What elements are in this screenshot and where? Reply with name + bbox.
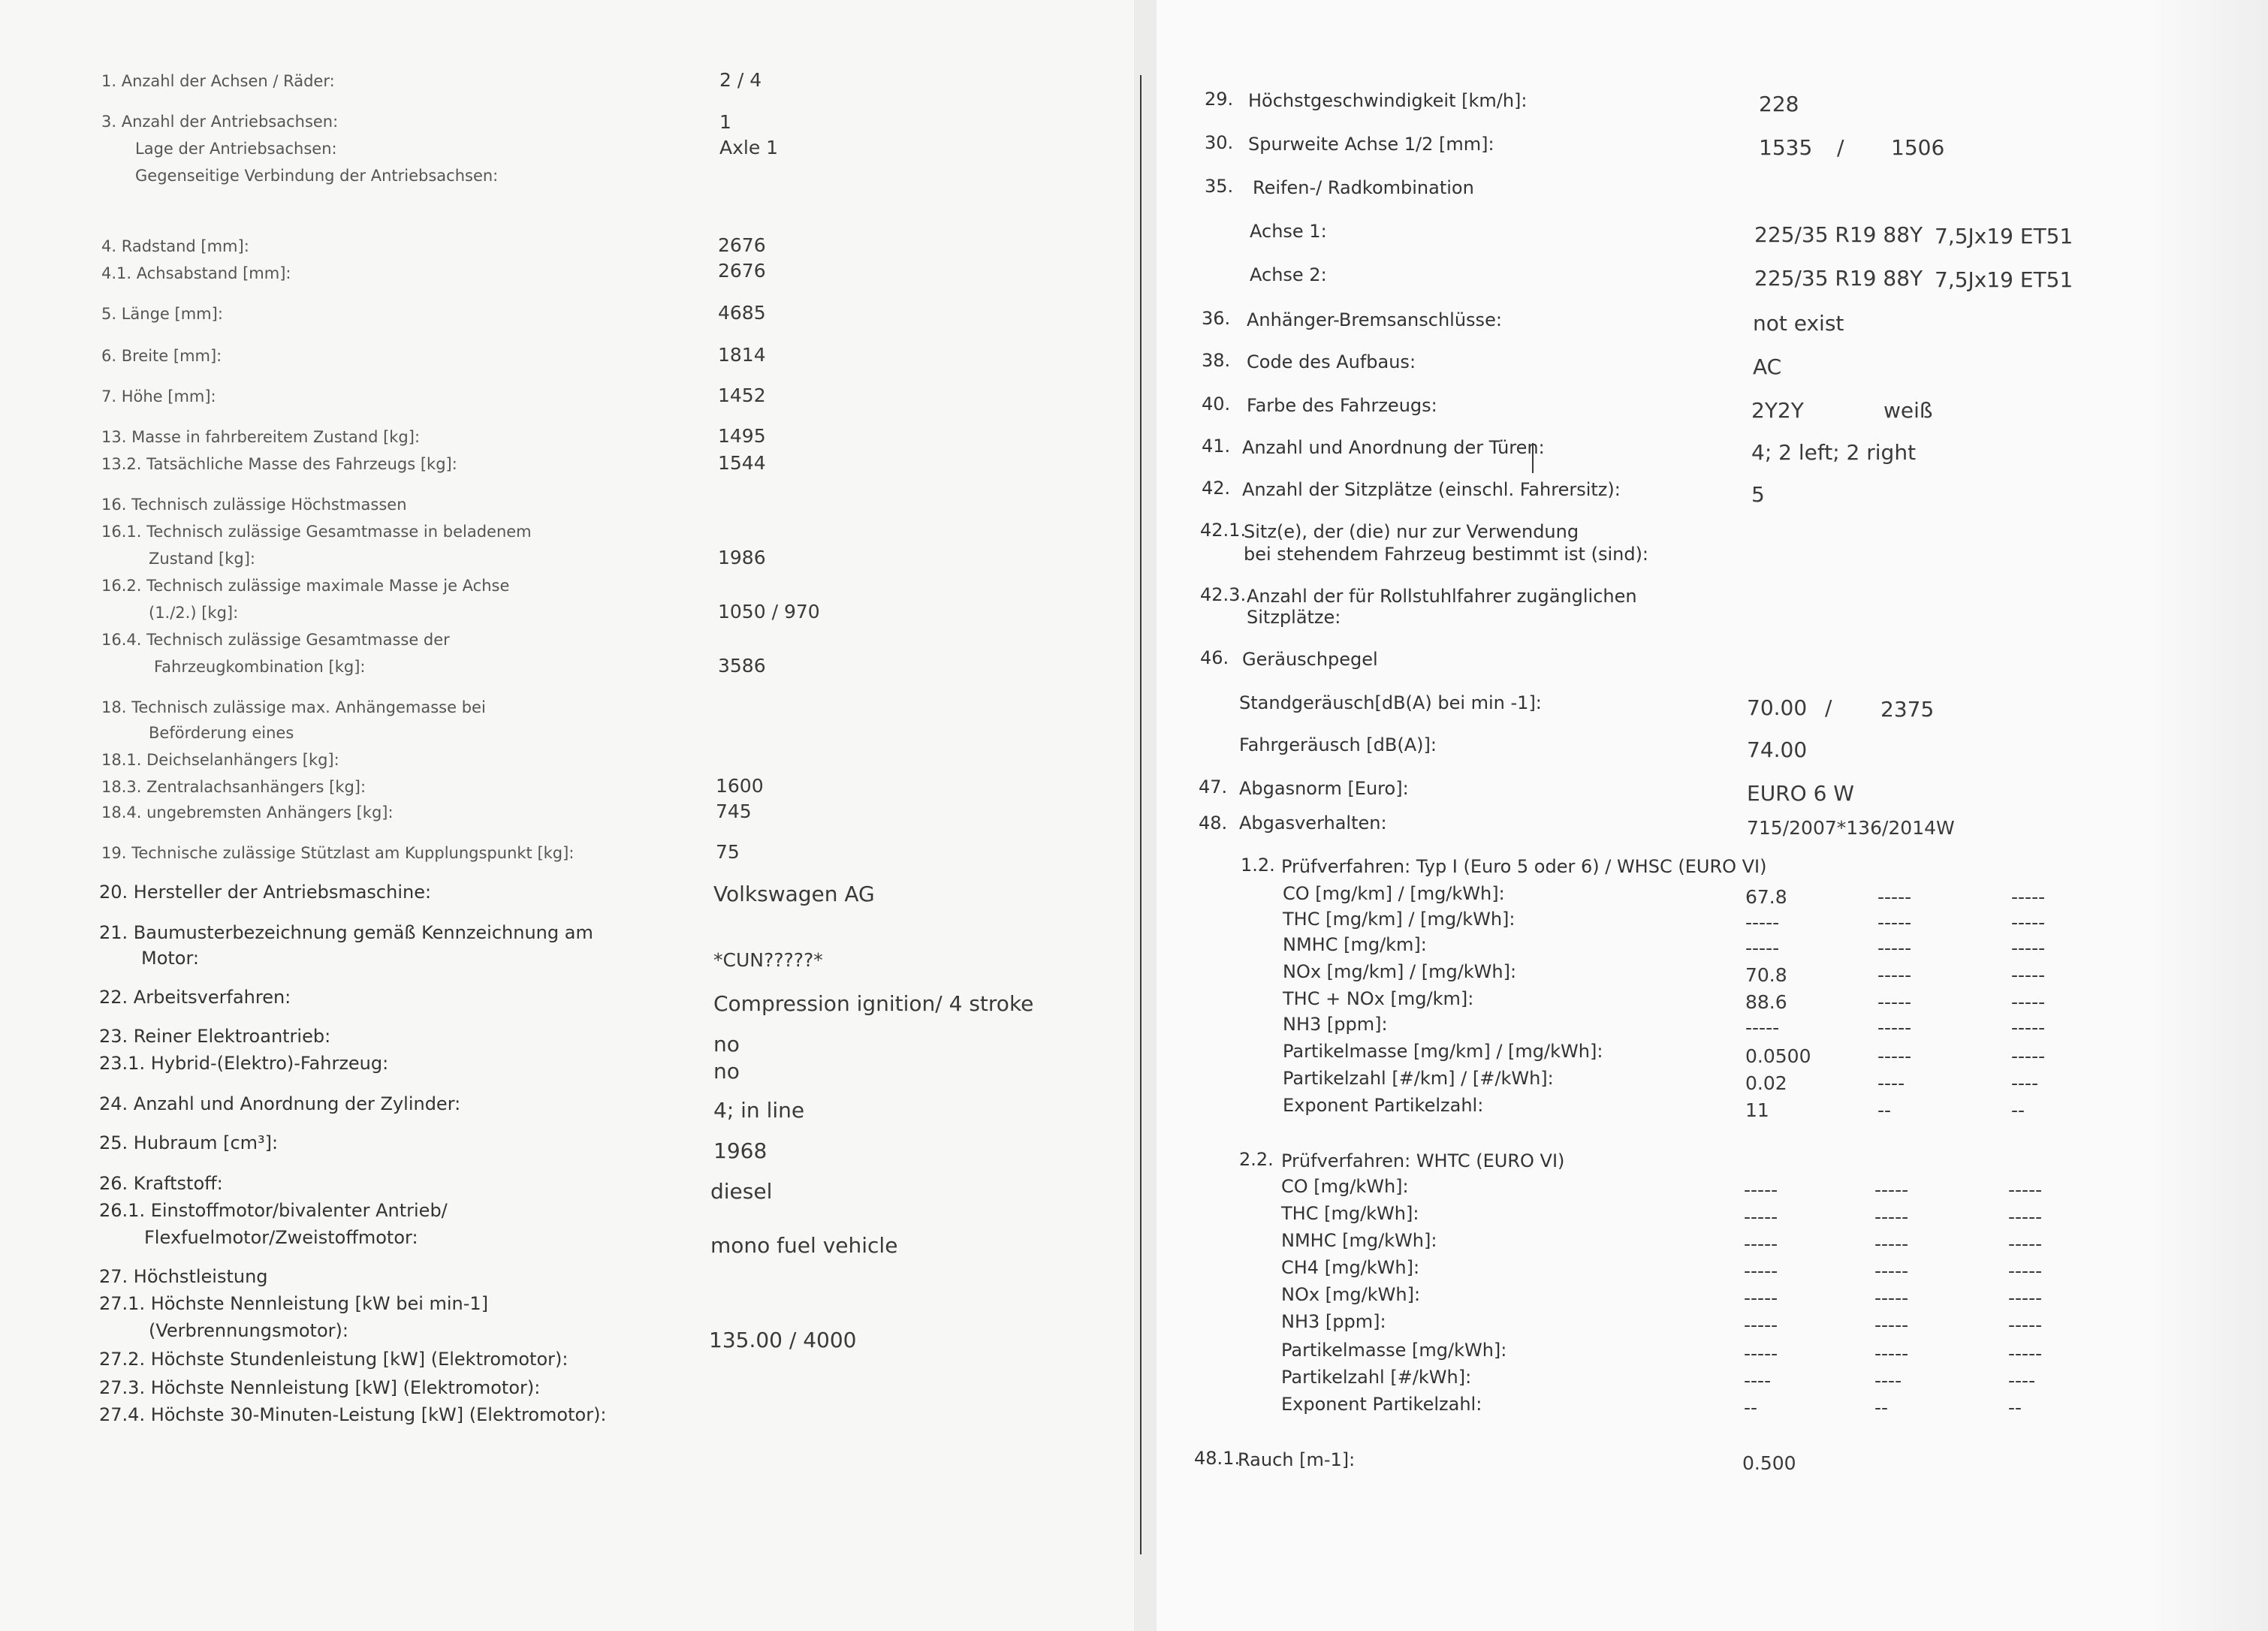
field-25-value: 1968 (713, 1138, 768, 1163)
field-13-label: 13. Masse in fahrbereitem Zustand [kg]: (101, 428, 421, 446)
field-23-1-label: 23.1. Hybrid-(Elektro)-Fahrzeug: (99, 1053, 389, 1074)
field-18-1-label: 18.1. Deichselanhängers [kg]: (101, 751, 339, 769)
emission-row-c1: 0.02 (1745, 1072, 1787, 1094)
emission-row-c2: ---- (1877, 1072, 1905, 1094)
field-27-3-label: 27.3. Höchste Nennleistung [kW] (Elektromotor): (99, 1377, 541, 1398)
whtc-row-c2: ---- (1874, 1370, 1902, 1391)
whtc-row-c1: ----- (1744, 1260, 1778, 1282)
emission-row-c2: ----- (1877, 1017, 1912, 1039)
field-48-1-value: 0.500 (1742, 1452, 1796, 1474)
emission-row-c3: ----- (2011, 937, 2046, 959)
emission-row-label: NOx [mg/km] / [mg/kWh]: (1283, 961, 1517, 982)
field-48-num: 48. (1199, 812, 1228, 834)
whtc-row-label: CH4 [mg/kWh]: (1281, 1257, 1420, 1278)
field-36-num: 36. (1202, 308, 1231, 329)
whtc-row-c1: ----- (1744, 1233, 1778, 1255)
emission-row-c3: ----- (2011, 1045, 2046, 1067)
emission-row-label: Partikelzahl [#/km] / [#/kWh]: (1283, 1068, 1554, 1089)
axle-2-rim: 7,5Jx19 ET51 (1935, 267, 2073, 292)
field-16-2-cont: (1./2.) [kg]: (149, 604, 239, 622)
field-42-1-label: Sitz(e), der (die) nur zur Verwendung (1244, 521, 1579, 542)
emission-row-c1: ----- (1745, 912, 1780, 933)
field-27-2-label: 27.2. Höchste Stundenleistung [kW] (Elektromotor): (99, 1349, 569, 1370)
field-42-3-cont: Sitzplätze: (1247, 607, 1341, 628)
whtc-row-c1: ----- (1744, 1314, 1778, 1336)
field-48-value: 715/2007*136/2014W (1747, 817, 1955, 839)
field-38-num: 38. (1202, 350, 1231, 371)
field-26-1-label: 26.1. Einstoffmotor/bivalenter Antrieb/ (99, 1200, 448, 1221)
emission-row-c2: ----- (1877, 1045, 1912, 1067)
emission-row-c2: -- (1877, 1099, 1892, 1121)
emission-row-c2: ----- (1877, 912, 1912, 933)
field-30-value-2: 1506 (1891, 135, 1945, 160)
field-18-4-value: 745 (716, 800, 752, 822)
whtc-row-c1: ---- (1744, 1370, 1772, 1391)
field-22-value: Compression ignition/ 4 stroke (713, 991, 1034, 1016)
field-21-cont: Motor: (141, 948, 200, 969)
field-47-num: 47. (1199, 776, 1228, 797)
field-16-1-value: 1986 (718, 547, 766, 568)
emission-row-c1: 88.6 (1745, 991, 1787, 1013)
field-7-label: 7. Höhe [mm]: (101, 387, 216, 405)
field-1-label: 1. Anzahl der Achsen / Räder: (101, 72, 335, 90)
emission-row-c1: 67.8 (1745, 886, 1787, 908)
field-3a-label: Lage der Antriebsachsen: (135, 140, 337, 158)
field-42-1-num: 42.1. (1200, 520, 1247, 541)
emission-row-label: THC [mg/km] / [mg/kWh]: (1283, 909, 1516, 930)
emission-row-label: Partikelmasse [mg/km] / [mg/kWh]: (1283, 1041, 1603, 1062)
emission-row-label: NMHC [mg/km]: (1283, 934, 1427, 955)
stand-noise-value-2: 2375 (1880, 697, 1935, 722)
field-26-1-cont: Flexfuelmotor/Zweistoffmotor: (144, 1227, 418, 1248)
field-16-1-label: 16.1. Technisch zulässige Gesamtmasse in beladenem (101, 523, 532, 541)
field-27-1-value: 135.00 / 4000 (709, 1328, 857, 1352)
field-27-1-cont: (Verbrennungsmotor): (149, 1320, 348, 1341)
field-5-label: 5. Länge [mm]: (101, 305, 223, 323)
whtc-row-c3: ----- (2008, 1179, 2043, 1201)
field-13-2-label: 13.2. Tatsächliche Masse des Fahrzeugs [kg]: (101, 455, 457, 473)
section-1-2-label: Prüfverfahren: Typ I (Euro 5 oder 6) / WHSC (EURO VI) (1281, 856, 1767, 877)
emission-row-label: Exponent Partikelzahl: (1283, 1095, 1484, 1116)
emission-row-c3: ----- (2011, 912, 2046, 933)
field-16-4-label: 16.4. Technisch zulässige Gesamtmasse der (101, 631, 450, 649)
field-24-label: 24. Anzahl und Anordnung der Zylinder: (99, 1093, 461, 1114)
field-41-label: Anzahl und Anordnung der Türen: (1242, 437, 1545, 458)
field-23-1-value: no (713, 1059, 740, 1084)
field-29-label: Höchstgeschwindigkeit [km/h]: (1248, 90, 1528, 111)
field-13-2-value: 1544 (718, 452, 766, 474)
field-35-num: 35. (1205, 176, 1234, 197)
field-20-label: 20. Hersteller der Antriebsmaschine: (99, 882, 432, 903)
field-3b-label: Gegenseitige Verbindung der Antriebsachsen: (135, 167, 499, 185)
stand-noise-label: Standgeräusch[dB(A) bei min -1]: (1239, 692, 1542, 713)
emission-row-c2: ----- (1877, 991, 1912, 1013)
paper-shadow (2148, 0, 2268, 1631)
emission-row-c2: ----- (1877, 937, 1912, 959)
field-42-num: 42. (1202, 478, 1231, 499)
field-46-num: 46. (1200, 647, 1229, 668)
whtc-row-c3: -- (2008, 1397, 2022, 1418)
field-21-value: *CUN?????* (713, 949, 823, 971)
field-41-num: 41. (1202, 436, 1231, 457)
field-21-label: 21. Baumusterbezeichnung gemäß Kennzeichnung am (99, 922, 593, 943)
field-20-value: Volkswagen AG (713, 882, 875, 906)
field-41-value: 4; 2 left; 2 right (1751, 440, 1917, 465)
axle-1-tire: 225/35 R19 88Y (1754, 222, 1923, 247)
field-47-label: Abgasnorm [Euro]: (1239, 778, 1409, 799)
whtc-row-label: THC [mg/kWh]: (1281, 1203, 1419, 1224)
emission-row-c3: -- (2011, 1099, 2025, 1121)
whtc-row-c3: ----- (2008, 1314, 2043, 1336)
field-3-value: 1 (719, 111, 731, 133)
emission-row-c3: ---- (2011, 1072, 2039, 1094)
field-24-value: 4; in line (713, 1098, 805, 1123)
field-3a-value: Axle 1 (719, 137, 779, 158)
field-40-label: Farbe des Fahrzeugs: (1247, 395, 1437, 416)
field-29-num: 29. (1205, 89, 1234, 110)
emission-row-c1: 70.8 (1745, 964, 1787, 986)
field-3-label: 3. Anzahl der Antriebsachsen: (101, 113, 339, 131)
emission-row-label: CO [mg/km] / [mg/kWh]: (1283, 883, 1505, 904)
field-36-label: Anhänger-Bremsanschlüsse: (1247, 309, 1502, 330)
field-26-label: 26. Kraftstoff: (99, 1173, 223, 1194)
whtc-row-c1: -- (1744, 1397, 1758, 1418)
field-30-value-1: 1535 (1759, 135, 1813, 160)
field-16-4-value: 3586 (718, 655, 766, 677)
whtc-row-c3: ----- (2008, 1343, 2043, 1364)
field-27-4-label: 27.4. Höchste 30-Minuten-Leistung [kW] (Elektromotor): (99, 1404, 607, 1425)
whtc-row-c2: ----- (1874, 1179, 1909, 1201)
field-46-label: Geräuschpegel (1242, 649, 1378, 670)
drive-noise-value: 74.00 (1747, 737, 1808, 762)
field-42-value: 5 (1751, 482, 1765, 507)
whtc-row-c2: ----- (1874, 1343, 1909, 1364)
emission-row-c2: ----- (1877, 964, 1912, 986)
field-38-label: Code des Aufbaus: (1247, 351, 1416, 372)
whtc-row-label: NH3 [ppm]: (1281, 1311, 1386, 1332)
field-16-4-cont: Fahrzeugkombination [kg]: (154, 658, 366, 676)
whtc-row-label: NOx [mg/kWh]: (1281, 1284, 1421, 1305)
field-30-label: Spurweite Achse 1/2 [mm]: (1248, 134, 1494, 155)
whtc-row-label: Partikelzahl [#/kWh]: (1281, 1367, 1472, 1388)
field-18-label: 18. Technisch zulässige max. Anhängemasse bei (101, 698, 486, 716)
fold-line (1140, 75, 1142, 1554)
emission-row-c3: ----- (2011, 991, 2046, 1013)
emission-row-label: NH3 [ppm]: (1283, 1014, 1388, 1035)
section-2-2-num: 2.2. (1239, 1149, 1274, 1170)
field-30-num: 30. (1205, 132, 1234, 153)
field-42-3-label: Anzahl der für Rollstuhlfahrer zugänglichen (1247, 586, 1637, 607)
field-23-value: no (713, 1032, 740, 1057)
field-6-value: 1814 (718, 344, 766, 366)
field-19-label: 19. Technische zulässige Stützlast am Kupplungspunkt [kg]: (101, 844, 575, 862)
field-4-1-label: 4.1. Achsabstand [mm]: (101, 264, 291, 282)
whtc-row-c2: ----- (1874, 1206, 1909, 1228)
field-18-4-label: 18.4. ungebremsten Anhängers [kg]: (101, 803, 394, 822)
field-23-label: 23. Reiner Elektroantrieb: (99, 1026, 331, 1047)
whtc-row-c3: ----- (2008, 1260, 2043, 1282)
field-26-1-value: mono fuel vehicle (710, 1233, 898, 1258)
axle-1-label: Achse 1: (1250, 221, 1327, 242)
axle-1-rim: 7,5Jx19 ET51 (1935, 224, 2073, 249)
stand-noise-sep: / (1825, 695, 1832, 720)
whtc-row-c1: ----- (1744, 1179, 1778, 1201)
field-19-value: 75 (716, 841, 740, 863)
field-48-1-num: 48.1. (1194, 1448, 1241, 1469)
field-18-3-label: 18.3. Zentralachsanhängers [kg]: (101, 778, 366, 796)
emission-row-label: THC + NOx [mg/km]: (1283, 988, 1474, 1009)
axle-2-tire: 225/35 R19 88Y (1754, 266, 1923, 291)
whtc-row-c1: ----- (1744, 1206, 1778, 1228)
field-30-sep: / (1837, 135, 1844, 160)
field-18-3-value: 1600 (716, 775, 764, 797)
section-2-2-label: Prüfverfahren: WHTC (EURO VI) (1281, 1150, 1565, 1171)
field-40-num: 40. (1202, 393, 1231, 415)
field-26-value: diesel (710, 1179, 773, 1204)
field-22-label: 22. Arbeitsverfahren: (99, 987, 291, 1008)
whtc-row-c1: ----- (1744, 1287, 1778, 1309)
field-40-code: 2Y2Y (1751, 398, 1804, 423)
field-29-value: 228 (1759, 92, 1799, 116)
drive-noise-label: Fahrgeräusch [dB(A)]: (1239, 734, 1437, 755)
whtc-row-c3: ----- (2008, 1233, 2043, 1255)
emission-row-c1: ----- (1745, 1017, 1780, 1039)
axle-2-label: Achse 2: (1250, 264, 1327, 285)
emission-row-c2: ----- (1877, 886, 1912, 908)
whtc-row-c3: ----- (2008, 1287, 2043, 1309)
whtc-row-label: CO [mg/kWh]: (1281, 1176, 1409, 1197)
field-35-label: Reifen-/ Radkombination (1253, 177, 1474, 198)
whtc-row-label: NMHC [mg/kWh]: (1281, 1230, 1437, 1251)
field-25-label: 25. Hubraum [cm³]: (99, 1132, 279, 1153)
field-4-label: 4. Radstand [mm]: (101, 237, 249, 255)
field-36-value: not exist (1753, 311, 1844, 336)
page-gutter (1134, 0, 1157, 1631)
section-1-2-num: 1.2. (1241, 855, 1275, 876)
field-1-value: 2 / 4 (719, 69, 762, 91)
emission-row-c3: ----- (2011, 1017, 2046, 1039)
field-16-2-label: 16.2. Technisch zulässige maximale Masse je Achse (101, 577, 510, 595)
whtc-row-c2: ----- (1874, 1233, 1909, 1255)
field-4-value: 2676 (718, 234, 766, 256)
field-48-label: Abgasverhalten: (1239, 812, 1387, 834)
stand-noise-value-1: 70.00 (1747, 695, 1808, 720)
emission-row-c1: 11 (1745, 1099, 1769, 1121)
whtc-row-c1: ----- (1744, 1343, 1778, 1364)
field-5-value: 4685 (718, 302, 766, 324)
emission-row-c3: ----- (2011, 964, 2046, 986)
field-40-color: weiß (1883, 398, 1933, 423)
whtc-row-c2: ----- (1874, 1260, 1909, 1282)
whtc-row-c2: ----- (1874, 1314, 1909, 1336)
field-16-label: 16. Technisch zulässige Höchstmassen (101, 496, 407, 514)
whtc-row-c3: ----- (2008, 1206, 2043, 1228)
field-4-1-value: 2676 (718, 260, 766, 282)
field-6-label: 6. Breite [mm]: (101, 347, 222, 365)
whtc-row-c2: ----- (1874, 1287, 1909, 1309)
emission-row-c3: ----- (2011, 886, 2046, 908)
field-7-value: 1452 (718, 384, 766, 406)
field-16-1-cont: Zustand [kg]: (149, 550, 256, 568)
field-48-1-label: Rauch [m-1]: (1238, 1449, 1356, 1470)
emission-row-c1: ----- (1745, 937, 1780, 959)
field-27-label: 27. Höchstleistung (99, 1266, 268, 1287)
field-42-3-num: 42.3. (1200, 584, 1247, 605)
field-42-1-cont: bei stehendem Fahrzeug bestimmt ist (sind): (1244, 544, 1649, 565)
whtc-row-label: Partikelmasse [mg/kWh]: (1281, 1340, 1507, 1361)
field-38-value: AC (1753, 354, 1782, 379)
field-13-value: 1495 (718, 425, 766, 447)
field-47-value: EURO 6 W (1747, 781, 1854, 806)
whtc-row-c2: -- (1874, 1397, 1889, 1418)
field-18-cont: Beförderung eines (149, 724, 294, 742)
emission-row-c1: 0.0500 (1745, 1045, 1811, 1067)
field-42-label: Anzahl der Sitzplätze (einschl. Fahrersitz): (1242, 479, 1621, 500)
field-27-1-label: 27.1. Höchste Nennleistung [kW bei min-1] (99, 1293, 489, 1314)
whtc-row-c3: ---- (2008, 1370, 2036, 1391)
whtc-row-label: Exponent Partikelzahl: (1281, 1394, 1482, 1415)
field-16-2-value: 1050 / 970 (718, 601, 820, 623)
